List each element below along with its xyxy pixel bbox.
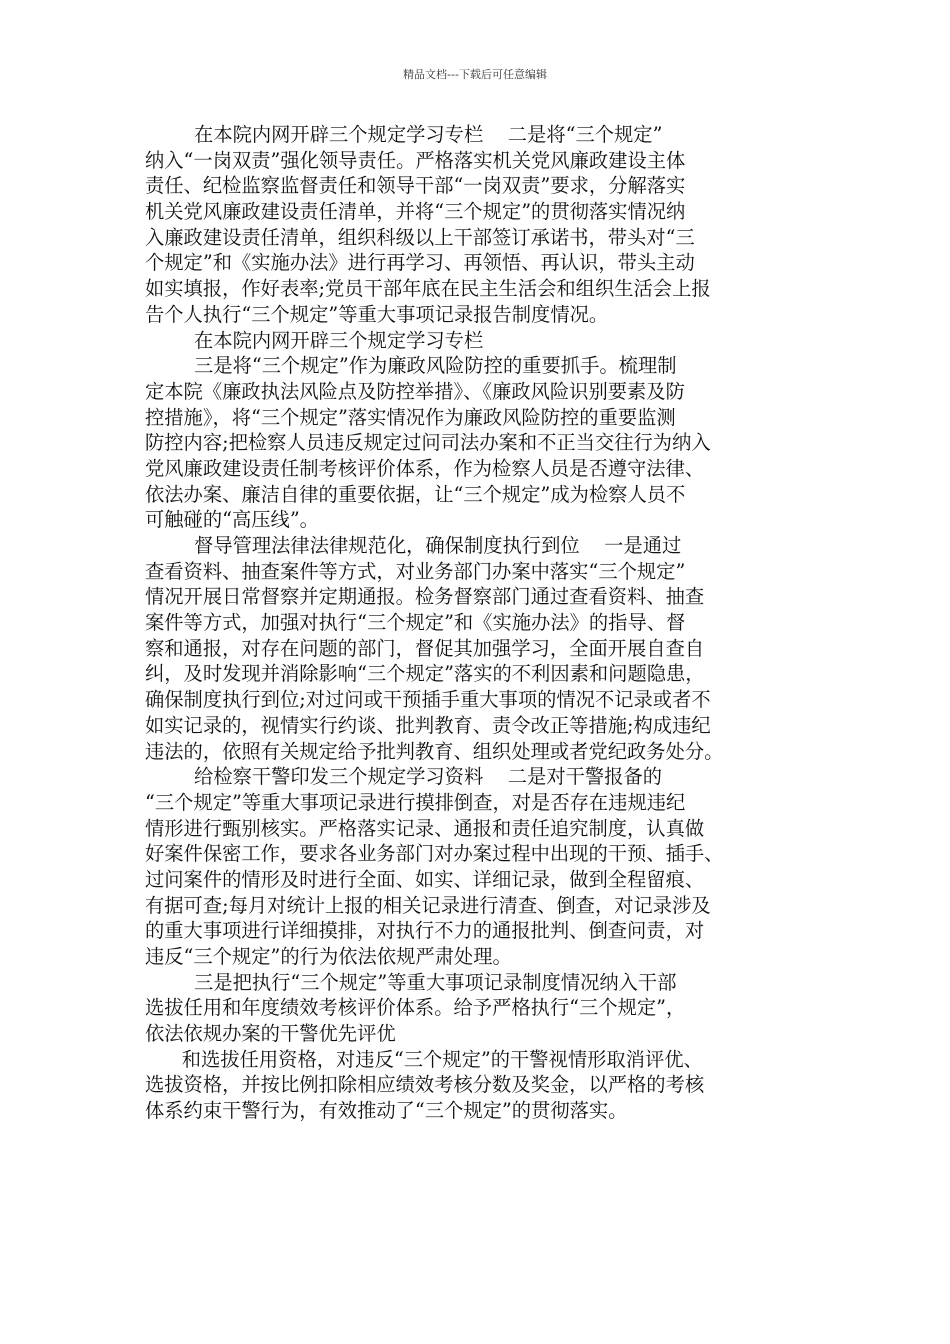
body-line: 防控内容;把检察人员违反规定过问司法办案和不正当交往行为纳入: [145, 431, 711, 455]
body-line: 违反“三个规定”的行为依法依规严肃处理。: [145, 945, 512, 968]
body-line: 过问案件的情形及时进行全面、如实、详细记录，做到全程留痕、: [145, 867, 705, 891]
body-line: 选拔任用和年度绩效考核评价体系。给予严格执行“三个规定”，: [145, 996, 686, 1020]
body-line: 体系约束干警行为，有效推动了“三个规定”的贯彻落实。: [145, 1099, 628, 1123]
body-line: 违法的，依照有关规定给予批判教育、组织处理或者党纪政务处分。: [145, 739, 724, 763]
body-line: 察和通报，对存在问题的部门，督促其加强学习，全面开展自查自: [145, 636, 705, 660]
body-line: 有据可查;每月对统计上报的相关记录进行清查、倒查，对记录涉及: [145, 893, 711, 917]
body-line: 确保制度执行到位;对过问或干预插手重大事项的情况不记录或者不: [145, 688, 711, 712]
body-line: 机关党风廉政建设责任清单，并将“三个规定”的贯彻落实情况纳: [145, 200, 686, 224]
body-line: 情形进行甄别核实。严格落实记录、通报和责任追究制度，认真做: [145, 816, 705, 840]
body-line: 可触碰的“高压线”。: [145, 508, 319, 532]
body-line: 个规定”和《实施办法》进行再学习、再领悟、再认识，带头主动: [145, 251, 695, 275]
body-line: 案件等方式，加强对执行“三个规定”和《实施办法》的指导、督: [145, 611, 686, 635]
body-line: 纠，及时发现并消除影响“三个规定”落实的不利因素和问题隐患，: [145, 662, 705, 686]
body-line: 入廉政建设责任清单，组织科级以上干部签订承诺书，带头对“三: [145, 225, 695, 249]
body-line: 党风廉政建设责任制考核评价体系，作为检察人员是否遵守法律、: [145, 456, 705, 480]
body-line: 的重大事项进行详细摸排，对执行不力的通报批判、倒查问责，对: [145, 919, 705, 943]
body-line: “三个规定”等重大事项记录进行摸排倒查，对是否存在违规违纪: [145, 790, 686, 814]
body-line: 纳入“一岗双责”强化领导责任。严格落实机关党风廉政建设主体: [145, 148, 686, 172]
body-line: 责任、纪检监察监督责任和领导干部“一岗双责”要求，分解落实: [145, 174, 686, 198]
body-line: 在本院内网开辟三个规定学习专栏: [145, 328, 484, 352]
body-line: 督导管理法律法律规范化，确保制度执行到位 一是通过: [145, 534, 682, 557]
body-line: 三是把执行“三个规定”等重大事项记录制度情况纳入干部: [145, 970, 677, 994]
document-body: [145, 122, 811, 1124]
body-line: 三是将“三个规定”作为廉政风险防控的重要抓手。梳理制: [145, 354, 677, 378]
body-line: 控措施》，将“三个规定”落实情况作为廉政风险防控的重要监测: [145, 405, 676, 429]
body-line: 查看资料、抽查案件等方式，对业务部门办案中落实“三个规定”: [145, 559, 686, 583]
body-line: 依法办案、廉洁自律的重要依据，让“三个规定”成为检察人员不: [145, 482, 686, 506]
body-line: 定本院《廉政执法风险点及防控举措》、《廉政风险识别要素及防: [145, 379, 685, 403]
body-line: 和选拔任用资格，对违反“三个规定”的干警视情形取消评优、: [145, 1047, 703, 1071]
body-line: 情况开展日常督察并定期通报。检务督察部门通过查看资料、抽查: [145, 585, 705, 609]
body-line: 选拔资格，并按比例扣除相应绩效考核分数及奖金，以严格的考核: [145, 1073, 705, 1097]
body-line: 告个人执行“三个规定”等重大事项记录报告制度情况。: [145, 302, 609, 326]
page-header: 精品文档---下载后可任意编辑: [403, 68, 547, 81]
body-line: 依法依规办案的干警优先评优: [145, 1022, 396, 1046]
body-line: 好案件保密工作，要求各业务部门对办案过程中出现的干预、插手、: [145, 842, 724, 866]
body-line: 如实填报，作好表率;党员干部年底在民主生活会和组织生活会上报: [145, 277, 711, 301]
body-line: 给检察干警印发三个规定学习资料 二是对干警报备的: [145, 765, 663, 789]
body-line: 如实记录的，视情实行约谈、批判教育、责令改正等措施;构成违纪: [145, 713, 711, 737]
body-line: 在本院内网开辟三个规定学习专栏 二是将“三个规定”: [145, 123, 663, 146]
